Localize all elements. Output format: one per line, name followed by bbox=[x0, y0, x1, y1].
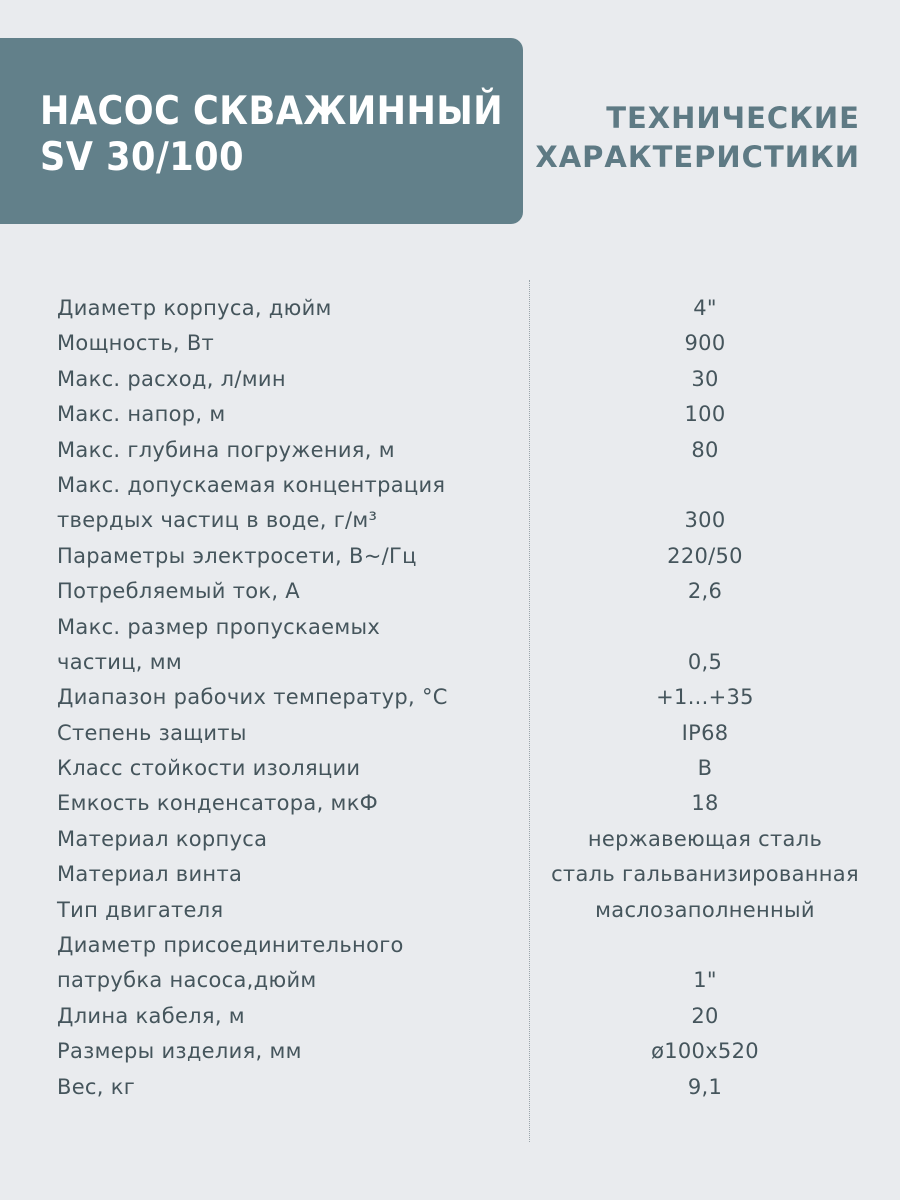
spec-label: Класс стойкости изоляции bbox=[57, 756, 361, 781]
spec-row bbox=[0, 326, 900, 361]
spec-label: Диаметр присоединительного bbox=[57, 933, 404, 958]
spec-row bbox=[0, 822, 900, 857]
spec-value: ø100x520 bbox=[651, 1039, 759, 1064]
spec-label: частиц, мм bbox=[57, 649, 183, 674]
spec-row bbox=[0, 433, 900, 468]
spec-row bbox=[0, 751, 900, 786]
spec-value: 220/50 bbox=[667, 543, 743, 568]
spec-row bbox=[0, 503, 900, 538]
spec-label: Потребляемый ток, А bbox=[57, 579, 300, 604]
spec-row bbox=[0, 645, 900, 680]
spec-value: 900 bbox=[684, 331, 726, 356]
product-title: НАСОС СКВАЖИННЫЙ bbox=[40, 89, 504, 134]
spec-value: 20 bbox=[691, 1003, 719, 1028]
spec-label: Параметры электросети, В~/Гц bbox=[57, 543, 417, 568]
spec-row bbox=[0, 291, 900, 326]
spec-label: Длина кабеля, м bbox=[57, 1003, 245, 1028]
spec-value: +1...+35 bbox=[656, 685, 754, 710]
spec-value: маслозаполненный bbox=[595, 897, 815, 922]
spec-label: Макс. расход, л/мин bbox=[57, 366, 286, 391]
spec-row bbox=[0, 963, 900, 998]
specs-table bbox=[0, 291, 900, 1105]
spec-row bbox=[0, 786, 900, 821]
spec-label: Размеры изделия, мм bbox=[57, 1039, 302, 1064]
spec-label: Макс. допускаемая концентрация bbox=[57, 472, 446, 497]
spec-row bbox=[0, 574, 900, 609]
spec-row bbox=[0, 716, 900, 751]
spec-row bbox=[0, 893, 900, 928]
spec-row bbox=[0, 539, 900, 574]
spec-value: 100 bbox=[684, 402, 726, 427]
spec-row bbox=[0, 1034, 900, 1069]
spec-label: Вес, кг bbox=[57, 1074, 136, 1099]
spec-row bbox=[0, 468, 900, 503]
spec-value: 30 bbox=[691, 366, 719, 391]
spec-label: Материал винта bbox=[57, 862, 243, 887]
spec-label: твердых частиц в воде, г/м³ bbox=[57, 508, 378, 533]
spec-row bbox=[0, 610, 900, 645]
spec-label: Мощность, Вт bbox=[57, 331, 215, 356]
spec-label: Емкость конденсатора, мкФ bbox=[57, 791, 379, 816]
spec-label: Диаметр корпуса, дюйм bbox=[57, 296, 332, 320]
spec-row bbox=[0, 397, 900, 432]
spec-row bbox=[0, 362, 900, 397]
spec-value: нержавеющая сталь bbox=[587, 826, 823, 851]
spec-row bbox=[0, 857, 900, 892]
spec-value: 1" bbox=[693, 968, 717, 993]
spec-label: Макс. напор, м bbox=[57, 402, 226, 427]
spec-value: 0,5 bbox=[687, 649, 723, 674]
spec-label: Тип двигателя bbox=[57, 897, 224, 922]
spec-row bbox=[0, 928, 900, 963]
spec-label: Диапазон рабочих температур, °С bbox=[57, 685, 448, 710]
spec-row bbox=[0, 1070, 900, 1105]
spec-value: B bbox=[697, 756, 713, 781]
spec-value: 4" bbox=[693, 296, 717, 320]
spec-label: Материал корпуса bbox=[57, 826, 268, 851]
spec-value: 18 bbox=[691, 791, 719, 816]
spec-label: Макс. размер пропускаемых bbox=[57, 614, 381, 639]
spec-label: Макс. глубина погружения, м bbox=[57, 437, 395, 462]
spec-row bbox=[0, 680, 900, 715]
spec-value: IP68 bbox=[681, 720, 729, 745]
spec-label: патрубка насоса,дюйм bbox=[57, 968, 317, 993]
specs-heading-line2: ХАРАКТЕРИСТИКИ bbox=[535, 140, 860, 174]
specs-heading-line1: ТЕХНИЧЕСКИЕ bbox=[606, 101, 860, 135]
spec-value: 9,1 bbox=[687, 1074, 723, 1099]
spec-value: 2,6 bbox=[687, 579, 723, 604]
spec-row bbox=[0, 999, 900, 1034]
spec-label: Степень защиты bbox=[57, 720, 247, 745]
spec-value: сталь гальванизированная bbox=[551, 862, 859, 887]
spec-value: 80 bbox=[691, 437, 719, 462]
product-model: SV 30/100 bbox=[40, 135, 245, 180]
spec-value: 300 bbox=[684, 508, 726, 533]
